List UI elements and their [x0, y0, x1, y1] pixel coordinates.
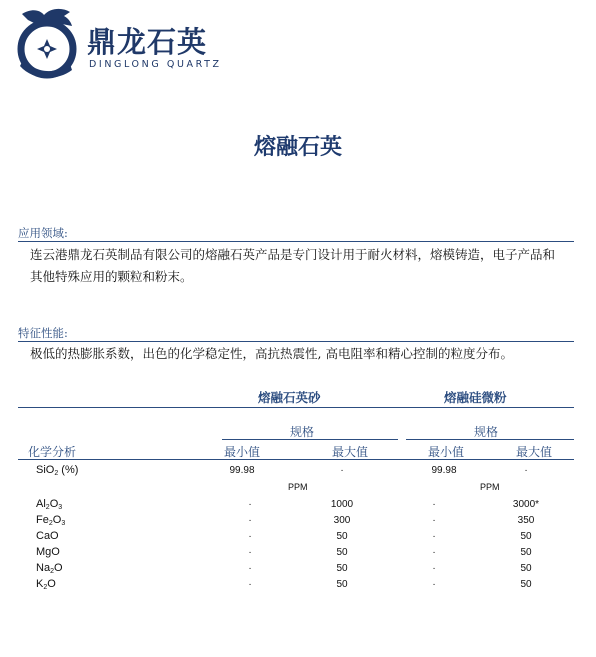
table-header-rule — [18, 459, 574, 460]
col-header-max-powder: 最大值 — [516, 445, 553, 459]
cell-k2o-min-sand: · — [248, 579, 252, 590]
row-label-sio2: SiO$_2$ (%) — [36, 464, 79, 477]
cell-sio2-min-powder: 99.98 — [431, 465, 457, 476]
product-header-sand: 熔融石英砂 — [258, 390, 321, 405]
cell-fe2o3-min-sand: · — [248, 515, 252, 526]
cell-fe2o3-max-sand: 300 — [333, 515, 351, 526]
cell-sio2-max-sand: · — [340, 465, 344, 476]
ppm-label-sand: PPM — [288, 482, 308, 492]
col-header-analysis: 化学分析 — [28, 445, 77, 459]
dragon-emblem-icon — [14, 6, 84, 82]
cell-cao-max-powder: 50 — [520, 531, 532, 542]
cell-k2o-max-powder: 50 — [520, 579, 532, 590]
cell-na2o-min-sand: · — [248, 563, 252, 574]
cell-cao-min-powder: · — [432, 531, 436, 542]
cell-k2o-max-sand: 50 — [336, 579, 348, 590]
cell-cao-min-sand: · — [248, 531, 252, 542]
spec-underline-powder — [406, 439, 574, 440]
col-header-min-powder: 最小值 — [428, 445, 465, 459]
cell-k2o-min-powder: · — [432, 579, 436, 590]
cell-al2o3-max-powder: 3000* — [512, 499, 540, 510]
cell-mgo-min-powder: · — [432, 547, 436, 558]
section-divider — [18, 241, 574, 242]
application-text — [30, 244, 578, 288]
cell-sio2-min-sand: 99.98 — [229, 465, 255, 476]
ppm-label-powder: PPM — [480, 482, 500, 492]
application-line-2: 其他特殊应用的颗粒和粉末。 — [30, 269, 193, 284]
spec-underline-sand — [222, 439, 398, 440]
row-label-na2o: $Na_2O$ — [36, 562, 63, 575]
brand-name-en: DINGLONG QUARTZ — [89, 59, 222, 70]
features-text: 极低的热膨胀系数，出色的化学稳定性，高抗热震性, 高电阻率和精心控制的粒度分布。 — [30, 346, 513, 361]
cell-mgo-max-sand: 50 — [336, 547, 348, 558]
cell-na2o-min-powder: · — [432, 563, 436, 574]
cell-mgo-min-sand: · — [248, 547, 252, 558]
brand-logo — [14, 6, 274, 82]
row-label-mgo: MgO — [36, 546, 60, 558]
section-divider — [18, 341, 574, 342]
cell-al2o3-max-sand: 1000 — [330, 499, 354, 510]
cell-sio2-max-powder: · — [524, 465, 528, 476]
table-top-rule — [18, 407, 574, 408]
col-header-min-sand: 最小值 — [224, 445, 261, 459]
row-label-fe2o3: $Fe_2O_3$ — [36, 514, 66, 527]
features-heading: 特征性能: — [18, 326, 68, 340]
spec-label-powder: 规格 — [474, 425, 499, 439]
application-heading: 应用领域: — [18, 226, 68, 240]
cell-na2o-max-sand: 50 — [336, 563, 348, 574]
row-label-k2o: $K_2O$ — [36, 578, 56, 591]
cell-fe2o3-min-powder: · — [432, 515, 436, 526]
application-line-1: 连云港鼎龙石英制品有限公司的熔融石英产品是专门设计用于耐火材料，熔模铸造，电子产品和 — [30, 247, 556, 262]
brand-name-cn: 鼎龙石英 — [87, 25, 208, 59]
cell-mgo-max-powder: 50 — [520, 547, 532, 558]
col-header-max-sand: 最大值 — [332, 445, 369, 459]
document-title: 熔融石英 — [253, 134, 342, 160]
cell-al2o3-min-sand: · — [248, 499, 252, 510]
product-header-powder: 熔融硅微粉 — [444, 390, 507, 405]
cell-fe2o3-max-powder: 350 — [517, 515, 535, 526]
cell-cao-max-sand: 50 — [336, 531, 348, 542]
spec-label-sand: 规格 — [290, 425, 315, 439]
row-label-cao: CaO — [36, 530, 59, 542]
cell-al2o3-min-powder: · — [432, 499, 436, 510]
cell-na2o-max-powder: 50 — [520, 563, 532, 574]
row-label-al2o3: $Al_2O_3$ — [36, 498, 63, 511]
